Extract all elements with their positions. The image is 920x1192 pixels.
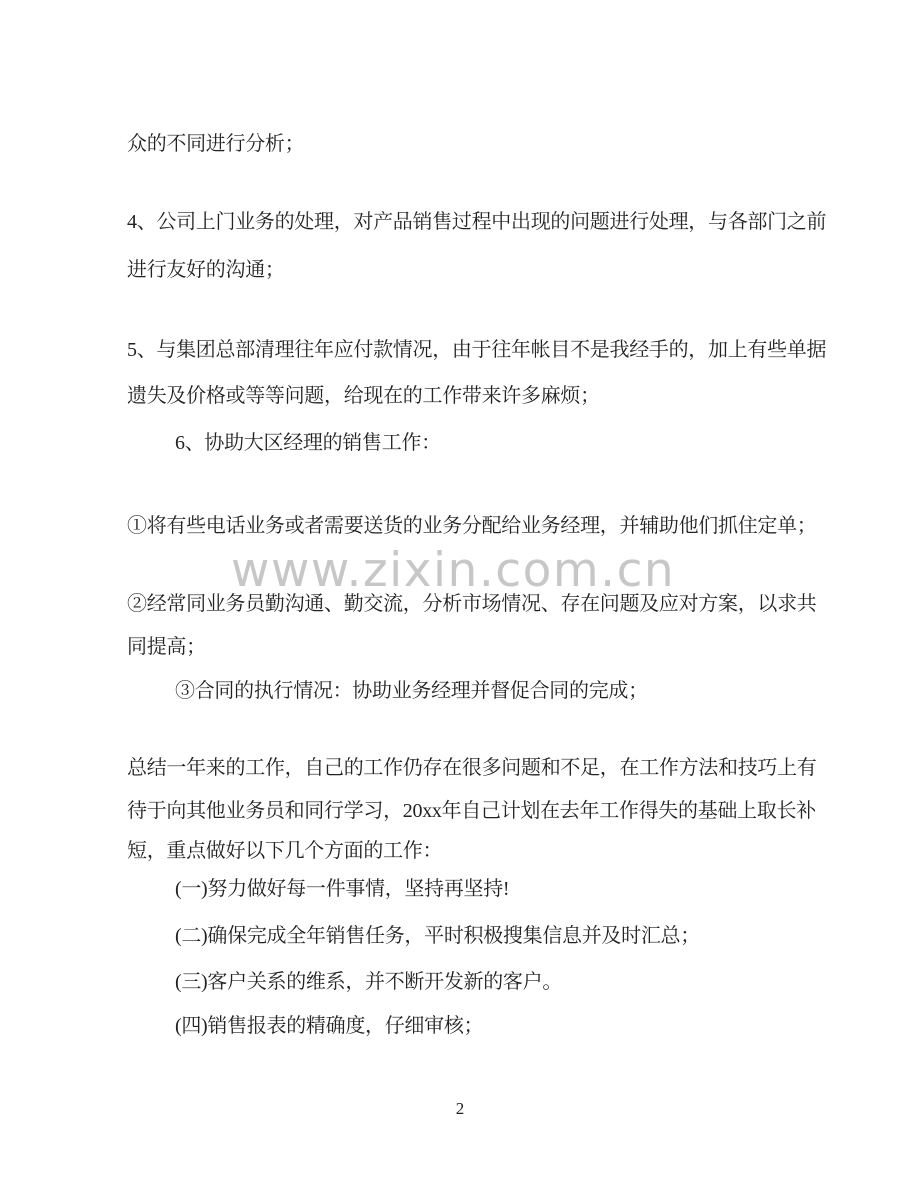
text-line: (二)确保完成全年销售任务，平时积极搜集信息并及时汇总； bbox=[175, 925, 700, 947]
text-line: 短，重点做好以下几个方面的工作： bbox=[127, 840, 443, 862]
text-line: 总结一年来的工作，自己的工作仍存在很多问题和不足，在工作方法和技巧上有 bbox=[127, 757, 817, 779]
text-line: 待于向其他业务员和同行学习，20xx年自己计划在去年工作得失的基础上取长补 bbox=[127, 800, 816, 822]
text-line: ①将有些电话业务或者需要送货的业务分配给业务经理，并辅助他们抓住定单； bbox=[127, 515, 817, 537]
text-line: 6、协助大区经理的销售工作： bbox=[175, 432, 441, 454]
text-line: 同提高； bbox=[127, 636, 206, 658]
text-line: (三)客户关系的维系，并不断开发新的客户。 bbox=[175, 971, 563, 993]
text-line: 5、与集团总部清理往年应付款情况，由于往年帐目不是我经手的，加上有些单据 bbox=[127, 339, 827, 361]
text-line: (四)销售报表的精确度，仔细审核； bbox=[175, 1015, 484, 1037]
text-line: ②经常同业务员勤沟通、勤交流，分析市场情况、存在问题及应对方案，以求共 bbox=[127, 593, 817, 615]
text-line: 4、公司上门业务的处理，对产品销售过程中出现的问题进行处理，与各部门之前 bbox=[127, 211, 827, 233]
watermark: www.zixin.com.cn bbox=[231, 543, 676, 598]
text-line: 进行友好的沟通； bbox=[127, 259, 285, 281]
text-line: 遗失及价格或等等问题，给现在的工作带来许多麻烦； bbox=[127, 385, 600, 407]
text-line: ③合同的执行情况：协助业务经理并督促合同的完成； bbox=[175, 680, 648, 702]
page-number: 2 bbox=[455, 1099, 465, 1118]
text-line: 众的不同进行分析； bbox=[127, 133, 305, 155]
text-line: (一)努力做好每一件事情，坚持再坚持! bbox=[175, 878, 510, 900]
